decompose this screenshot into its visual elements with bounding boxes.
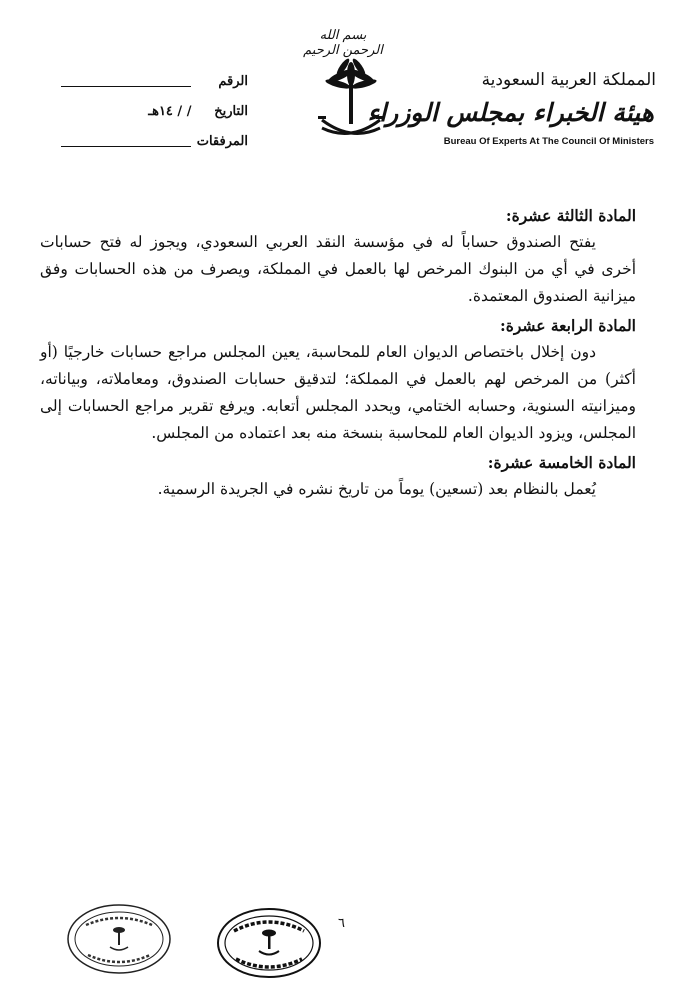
date-field — [61, 104, 248, 119]
date-value: / / ١٤هـ — [148, 104, 192, 119]
reference-number-field — [61, 74, 248, 89]
official-seal-icon — [66, 903, 172, 975]
reference-number-label: الرقم — [218, 74, 248, 89]
article-heading: المادة الخامسة عشرة: — [487, 453, 636, 472]
article-15 — [40, 449, 636, 503]
org-name-english: Bureau Of Experts At The Council Of Ministers — [443, 136, 654, 147]
council-name-arabic: هيئة الخبراء بمجلس الوزراء — [367, 98, 654, 127]
official-seal-icon — [216, 907, 322, 979]
attachments-line — [61, 136, 191, 147]
article-heading: المادة الثالثة عشرة: — [505, 206, 636, 225]
attachments-field — [61, 134, 248, 149]
article-14 — [40, 312, 636, 447]
article-heading: المادة الرابعة عشرة: — [500, 316, 636, 335]
attachments-label: المرفقات — [196, 134, 248, 149]
article-text: دون إخلال باختصاص الديوان العام للمحاسبة، يعين المجلس مراجع حسابات خارجيًا (أو أكثر) من المرخص لهم بالعمل في المملكة؛ لتدقيق حسابات الصندوق، ومعاملاته، وبياناته، وميزانيته السنوية، وحسابه الختامي، ويحدد المجلس أتعابه. ويرفع تقرير مراجع الحسابات إلى المجلس، ويزود الديوان العام للمحاسبة بنسخة منه بعد اعتماده من المجلس. — [40, 343, 636, 442]
org-name-arabic: المملكة العربية السعودية — [481, 70, 656, 90]
article-text: يفتح الصندوق حساباً له في مؤسسة النقد العربي السعودي، ويجوز له فتح حسابات أخرى في أي من البنوك المرخص لها بالعمل في المملكة، ويصرف من هذه الحسابات وفق ميزانية الصندوق المعتمدة. — [40, 233, 636, 305]
article-text: يُعمل بالنظام بعد (تسعين) يوماً من تاريخ نشره في الجريدة الرسمية. — [157, 480, 596, 498]
reference-number-line — [61, 76, 191, 87]
date-label: التاريخ — [214, 104, 248, 119]
page-number: ٦ — [338, 916, 345, 931]
basmala: بسم الله الرحمن الرحيم — [303, 28, 383, 58]
article-13 — [40, 202, 636, 310]
document-body — [40, 202, 636, 505]
